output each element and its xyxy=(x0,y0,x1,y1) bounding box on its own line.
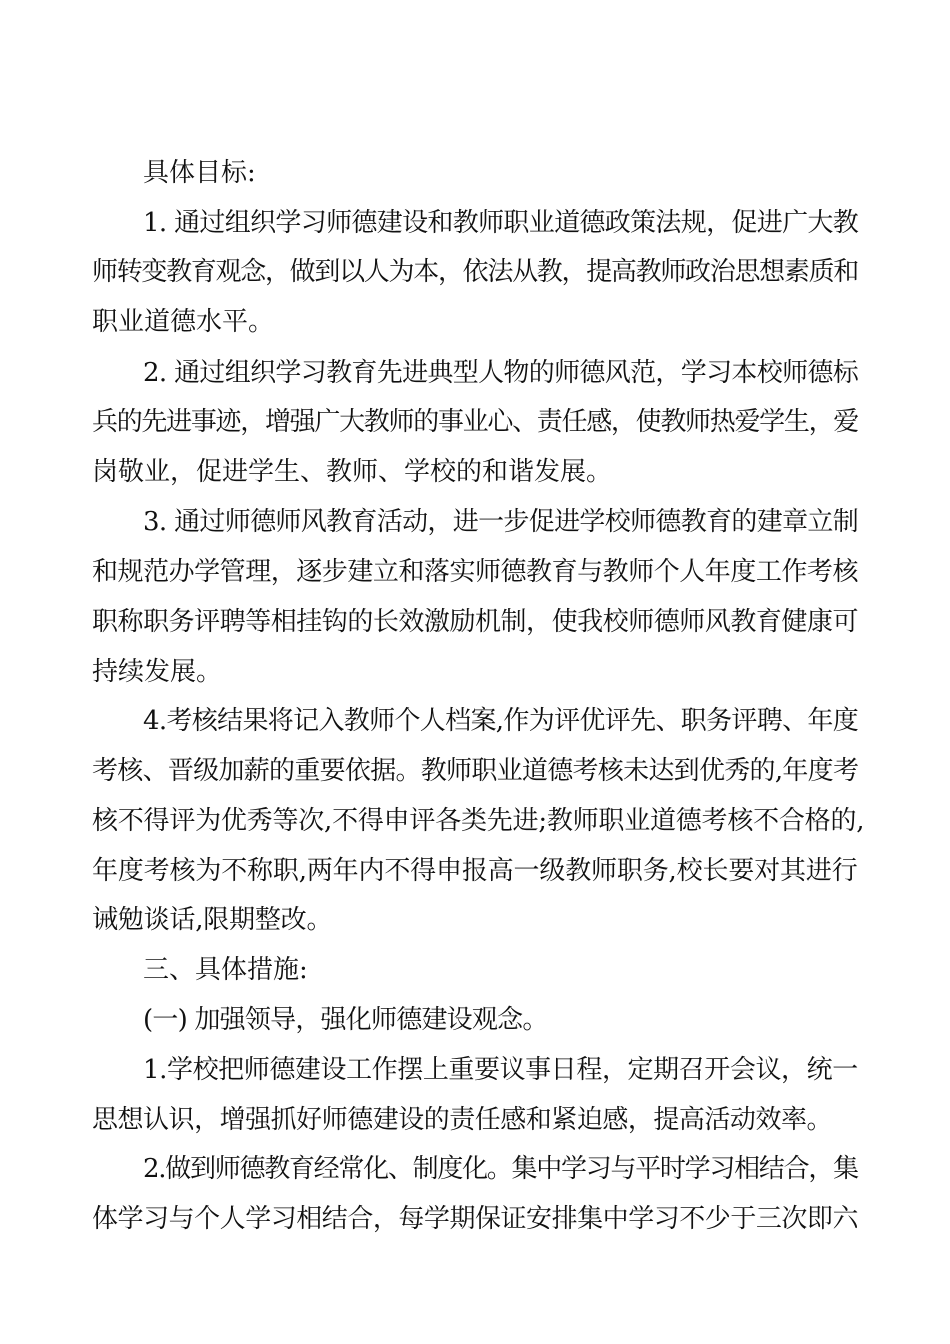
text-line: 三、具体措施: xyxy=(143,955,308,985)
text-line: 岗敬业，促进学生、教师、学校的和谐发展。 xyxy=(92,457,613,487)
text-line: 1. 通过组织学习师德建设和教师职业道德政策法规，促进广大教 xyxy=(143,208,859,238)
text-line: 年度考核为不称职,两年内不得申报高一级教师职务,校长要对其进行 xyxy=(92,856,858,886)
text-line: 核不得评为优秀等次,不得申评各类先进;教师职业道德考核不合格的, xyxy=(92,806,865,836)
text-line: 思想认识，增强抓好师德建设的责任感和紧迫感，提高活动效率。 xyxy=(92,1105,832,1135)
text-line: 持续发展。 xyxy=(92,657,223,687)
text-line: 体学习与个人学习相结合，每学期保证安排集中学习不少于三次即六 xyxy=(92,1204,858,1234)
text-line: 4.考核结果将记入教师个人档案,作为评优评先、职务评聘、年度 xyxy=(143,706,859,736)
text-line: 考核、晋级加薪的重要依据。教师职业道德考核未达到优秀的,年度考 xyxy=(92,756,859,786)
text-line: 2. 通过组织学习教育先进典型人物的师德风范，学习本校师德标 xyxy=(143,358,859,388)
text-line: 师转变教育观念，做到以人为本，依法从教，提高教师政治思想素质和 xyxy=(92,257,859,287)
text-line: 具体目标: xyxy=(143,158,256,188)
text-line: 职业道德水平。 xyxy=(92,307,275,337)
text-line: 和规范办学管理，逐步建立和落实师德教育与教师个人年度工作考核 xyxy=(92,557,858,587)
text-line: 1.学校把师德建设工作摆上重要议事日程，定期召开会议，统一 xyxy=(143,1055,858,1085)
text-line: (一) 加强领导，强化师德建设观念。 xyxy=(143,1005,548,1035)
text-line: 职称职务评聘等相挂钩的长效激励机制，使我校师德师风教育健康可 xyxy=(92,607,858,637)
text-line: 3. 通过师德师风教育活动，进一步促进学校师德教育的建章立制 xyxy=(143,507,859,537)
text-line: 2.做到师德教育经常化、制度化。集中学习与平时学习相结合，集 xyxy=(143,1154,858,1184)
text-line: 兵的先进事迹，增强广大教师的事业心、责任感，使教师热爱学生，爱 xyxy=(92,407,859,437)
text-line: 诫勉谈话,限期整改。 xyxy=(92,905,333,935)
